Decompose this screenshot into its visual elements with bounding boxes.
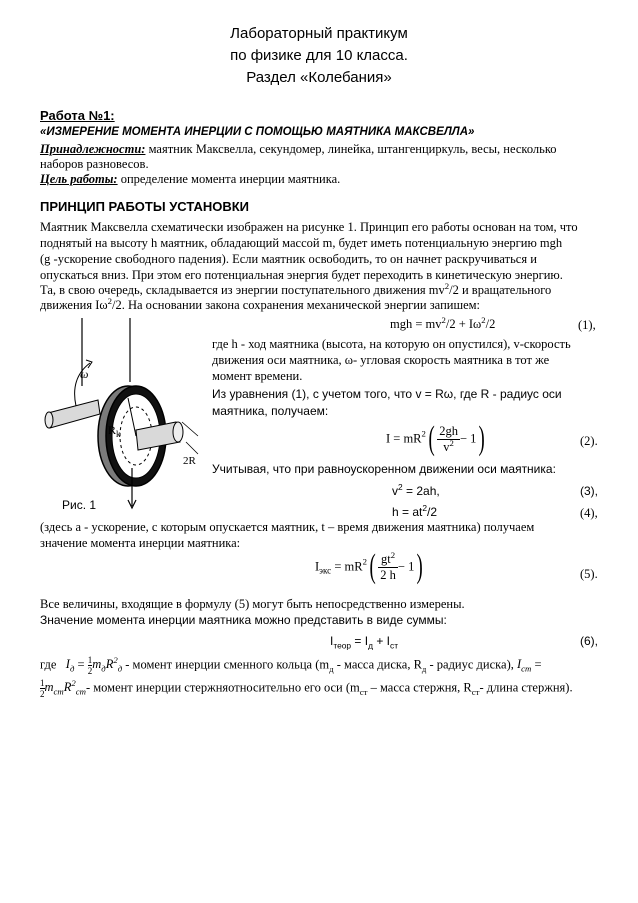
equation-3-number: (3), (580, 484, 598, 498)
eq2-lhs: I = mR (386, 431, 422, 446)
omega-label: ω (80, 367, 89, 381)
eq5-num-sq: 2 (390, 549, 396, 560)
final-ist-i: I (516, 657, 522, 672)
intro-line-6 (40, 295, 481, 313)
after-eq1-sans-line-2: маятника, получаем: (212, 404, 329, 418)
final-rst-sub: ст (75, 686, 86, 697)
equation-4-number: (4), (580, 506, 598, 520)
final-rst: R (63, 680, 72, 695)
final-ist-sub: ст (521, 663, 532, 674)
eq5-lhs: I (315, 559, 320, 574)
final-t2-sub: д (421, 663, 427, 674)
goal-line (40, 172, 340, 187)
eq3-rest: = 2ah, (402, 484, 440, 498)
after-eq1-line-3: момент времени. (212, 369, 303, 383)
two-r-label: 2R (183, 455, 196, 467)
final-text-1: - момент инерции сменного кольца (m (122, 657, 330, 672)
equipment-label: Принадлежности: (40, 142, 146, 156)
intro-line-1: Маятник Максвелла схематически изображен на рисунке 1. Принцип его работы основан на том, что (40, 220, 578, 234)
equation-4 (392, 505, 437, 519)
eq6-d-sub: д (368, 640, 373, 651)
intro-line-4: опускаться вниз. При этом его потенциальная энергия будет переходить в кинетическую энергию. (40, 268, 563, 282)
eq2-minus-one: − 1 (459, 431, 477, 446)
eq6-lhs: I (330, 634, 334, 648)
section-heading: ПРИНЦИП РАБОТЫ УСТАНОВКИ (40, 199, 250, 214)
after-eq1-sans-line-1: Из уравнения (1), с учетом того, что v = Rω, где R - радиус оси (212, 387, 562, 401)
final-mst: m (44, 680, 54, 695)
final-t4-sub: ст (359, 686, 368, 697)
eq1-c: /2 (485, 317, 496, 331)
eq5-numerator (378, 549, 398, 568)
equation-1-number: (1), (578, 318, 596, 332)
header-line-1: Лабораторный практикум (230, 25, 408, 42)
final-rd: R (105, 657, 114, 672)
final-half-1-num: 1 (87, 655, 93, 665)
final-mst-sub: ст (53, 686, 64, 697)
eq5-denominator: 2 h (380, 567, 396, 582)
eq5-fraction (378, 549, 398, 583)
intro-line-5 (40, 280, 552, 298)
equipment-line-2: наборов разновесов. (40, 157, 149, 171)
eq5-sq: 2 (362, 556, 367, 567)
final-line-2 (40, 678, 573, 699)
final-rst-sq: 2 (71, 678, 76, 689)
final-text-5: – масса стержня, R (367, 680, 472, 695)
final-half-1-den: 2 (87, 666, 93, 676)
eq3-v: v (392, 484, 398, 498)
all-values-sans: Значение момента инерции маятника можно представить в виде суммы: (40, 613, 447, 627)
final-eq: = (77, 657, 85, 672)
after-eq1-line-2: движения оси маятника, ω- угловая скорость маятника в тот же (212, 353, 550, 367)
after-eq1-line-1: где h - ход маятника (высота, на которую он опустился), v-скорость (212, 337, 571, 351)
intro-5a: Та, в свою очередь, складывается из энергии поступательного движения mv (40, 283, 445, 297)
eq5-gt: gt (381, 551, 391, 566)
intro-5-sq: 2 (444, 280, 450, 291)
figure-caption: Рис. 1 (62, 498, 97, 512)
final-eq-2: = (531, 657, 542, 672)
final-id (65, 657, 75, 674)
intro-6a: движения Iω (40, 298, 108, 312)
after-eq4-line-1: (здесь a - ускорение, с которым опускается маятник, t – время движения маятника) получаем (40, 520, 535, 534)
eq2-den-sq: 2 (449, 437, 454, 448)
goal-text: определение момента инерции маятника. (117, 172, 341, 186)
eq6-st-sub: ст (390, 640, 399, 651)
equation-5-number: (5). (580, 567, 598, 581)
final-half-2-den: 2 (40, 689, 45, 699)
equipment-text: маятник Максвелла, секундомер, линейка, штангенциркуль, весы, несколько (145, 142, 557, 156)
maxwell-pendulum-figure (40, 318, 210, 518)
work-number: Работа №1: (40, 108, 115, 123)
goal-label: Цель работы: (40, 172, 118, 186)
uniform-motion-text: Учитывая, что при равноускоренном движении оси маятника: (212, 462, 556, 476)
rk-label: $R_k$ (108, 423, 121, 439)
eq3-sq: 2 (398, 482, 403, 492)
eq2-denominator (437, 437, 460, 455)
eq2-sq: 2 (421, 428, 426, 439)
final-t1-sub: д (329, 663, 334, 674)
equation-6 (330, 634, 399, 651)
equation-2-number: (2). (580, 434, 598, 448)
eq2-den-v: v (443, 439, 450, 454)
equation-6-number: (6), (580, 634, 598, 648)
eq6-lhs-sub: теор (333, 640, 352, 651)
all-values-serif: Все величины, входящие в формулу (5) могут быть непосредственно измерены. (40, 597, 465, 611)
header-line-2: по физике для 10 класса. (230, 47, 408, 64)
eq4-rest: /2 (427, 505, 438, 519)
final-half-2-num: 1 (40, 678, 45, 688)
final-md-sub: д (101, 663, 106, 674)
eq1-a: mgh = mv (390, 317, 442, 331)
final-id-sub: д (69, 663, 75, 674)
final-rd-sub: д (117, 663, 123, 674)
equipment-line (40, 142, 557, 157)
final-mst-rst (44, 678, 86, 697)
eq5-minus-one: − 1 (397, 559, 415, 574)
final-text-6: - длина стержня). (479, 680, 573, 695)
after-eq4-line-2: значение момента инерции маятника: (40, 536, 241, 550)
final-text-2: - масса диска, R (333, 657, 422, 672)
eq1-sq2: 2 (481, 314, 486, 325)
final-where: где (40, 657, 57, 672)
work-title: «ИЗМЕРЕНИЕ МОМЕНТА ИНЕРЦИИ С ПОМОЩЬЮ МАЯТНИКА МАКСВЕЛЛА» (40, 126, 475, 138)
eq2-numerator: 2gh (439, 423, 458, 438)
eq4-sq: 2 (422, 503, 428, 513)
equation-2: $I = mR^2$( $\frac{2gh}{v^2}$ − 1) (386, 420, 486, 457)
final-rd-sq: 2 (113, 655, 118, 666)
eq6-ist: + I (372, 634, 390, 648)
equation-3 (392, 484, 440, 498)
eq4-h: h = at (392, 505, 423, 519)
eq6-id: = I (354, 634, 369, 648)
intro-line-2: поднятый на высоту h маятник, обладающий массой m, будет иметь потенциальную энергию mgh (40, 236, 563, 250)
eq1-b: /2 + Iω (445, 317, 482, 331)
final-t5-sub: ст (471, 686, 480, 697)
final-id-i: I (65, 657, 70, 672)
final-text-3: - радиус диска), (426, 657, 517, 672)
eq2-fraction (437, 424, 460, 455)
intro-5c: /2 и вращательного (449, 283, 552, 297)
equation-5: $I_{экс} = mR^2$( $\frac{gt^2}{2 h}$ − 1) (315, 548, 424, 585)
eq5-mr: = mR (334, 559, 363, 574)
final-line-1 (40, 655, 542, 676)
intro-line-3: (g -ускорение свободного падения). Если маятник освободить, то он начнет раскручиваться и (40, 252, 537, 266)
header-line-3: Раздел «Колебания» (246, 69, 392, 86)
final-md: m (92, 657, 102, 672)
final-md-rd (92, 655, 123, 674)
axle-left (48, 400, 100, 428)
intro-6-sq: 2 (107, 295, 112, 306)
final-text-4: - момент инерции стержняотносительно его оси (m (85, 680, 360, 695)
eq5-sub: экс (319, 565, 332, 576)
intro-6c: /2. На основании закона сохранения механической энергии запишем: (112, 298, 481, 312)
final-ist (516, 657, 532, 674)
eq1-sq1: 2 (441, 314, 446, 325)
equation-1 (390, 314, 496, 332)
